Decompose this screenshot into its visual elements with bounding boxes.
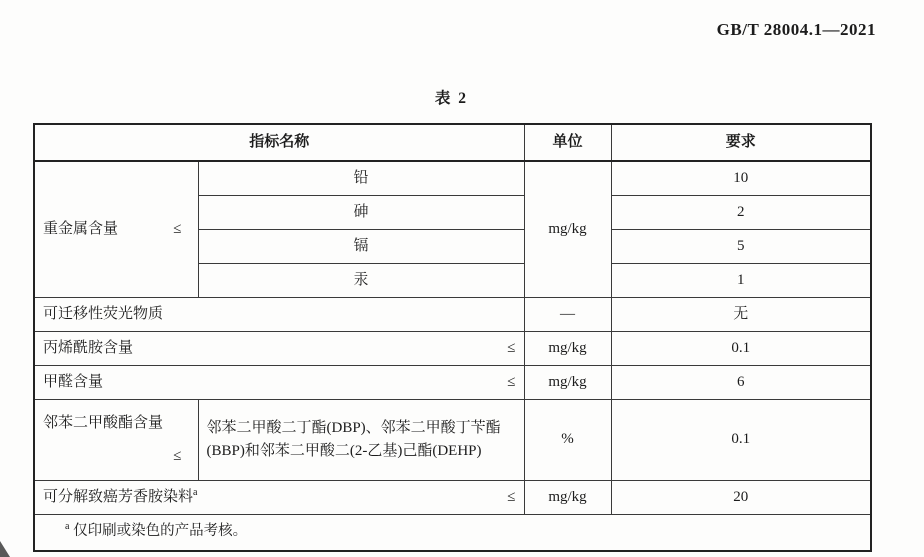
metal-name: 铅 — [198, 161, 524, 195]
value-cell: 20 — [611, 480, 871, 514]
table-row-aromatic-amines — [34, 480, 871, 514]
unit-cell: % — [524, 399, 611, 480]
header-indicator: 指标名称 — [34, 124, 524, 161]
metal-name: 汞 — [198, 263, 524, 297]
footnote-text: 仅印刷或染色的产品考核。 — [73, 523, 248, 540]
table-row-fluorescent — [34, 297, 871, 331]
metal-name: 镉 — [198, 229, 524, 263]
indicator-cell — [34, 365, 524, 399]
indicator-label: 可分解致癌芳香胺染料$^a$ — [43, 486, 198, 505]
table-row-acrylamide — [34, 331, 871, 365]
metal-value: 2 — [611, 195, 871, 229]
table-footnote-row — [34, 514, 871, 551]
indicator-label: 丙烯酰胺含量 — [43, 339, 134, 356]
metal-value: 1 — [611, 263, 871, 297]
metal-value: 10 — [611, 161, 871, 195]
standard-number: GB/T 28004.1—2021 — [716, 20, 876, 39]
table-header-row — [34, 124, 871, 161]
le-symbol: ≤ — [173, 221, 182, 237]
indicator-cell — [34, 480, 524, 514]
indicator-cell — [34, 297, 524, 331]
requirements-table — [33, 123, 872, 552]
table-row-formaldehyde — [34, 365, 871, 399]
indicator-label: 可迁移性荧光物质 — [43, 305, 164, 322]
value-cell: 无 — [611, 297, 871, 331]
header-requirement: 要求 — [611, 124, 871, 161]
indicator-cell — [34, 331, 524, 365]
footnote-cell — [34, 514, 871, 551]
table-row-lead — [34, 161, 871, 195]
footnote-marker: a — [193, 486, 198, 498]
le-symbol: ≤ — [507, 488, 516, 505]
table-caption: 表 2 — [434, 90, 469, 107]
indicator-label: 甲醛含量 — [43, 373, 104, 390]
unit-cell: mg/kg — [524, 365, 611, 399]
heavy-metals-group-cell — [34, 161, 198, 297]
value-cell: 0.1 — [611, 399, 871, 480]
heavy-metals-unit: mg/kg — [524, 161, 611, 297]
le-symbol: ≤ — [507, 339, 516, 356]
scan-edge-artifact — [0, 541, 10, 557]
phthalates-group-cell — [34, 399, 198, 480]
le-symbol: ≤ — [173, 447, 182, 464]
value-cell: 0.1 — [611, 331, 871, 365]
unit-cell: mg/kg — [524, 480, 611, 514]
le-symbol: ≤ — [507, 373, 516, 390]
metal-name: 砷 — [198, 195, 524, 229]
metal-value: 5 — [611, 229, 871, 263]
table-row-phthalates — [34, 399, 871, 480]
unit-cell: mg/kg — [524, 331, 611, 365]
phthalates-label: 邻苯二甲酸酯含量 — [43, 415, 164, 431]
header-unit: 单位 — [524, 124, 611, 161]
phthalates-detail: 邻苯二甲酸二丁酯(DBP)、邻苯二甲酸丁苄酯(BBP)和邻苯二甲酸二(2-乙基)己酯(DEHP) — [198, 399, 524, 480]
unit-cell: — — [524, 297, 611, 331]
value-cell: 6 — [611, 365, 871, 399]
heavy-metals-label: 重金属含量 — [43, 221, 119, 237]
footnote-marker: a — [65, 521, 70, 533]
